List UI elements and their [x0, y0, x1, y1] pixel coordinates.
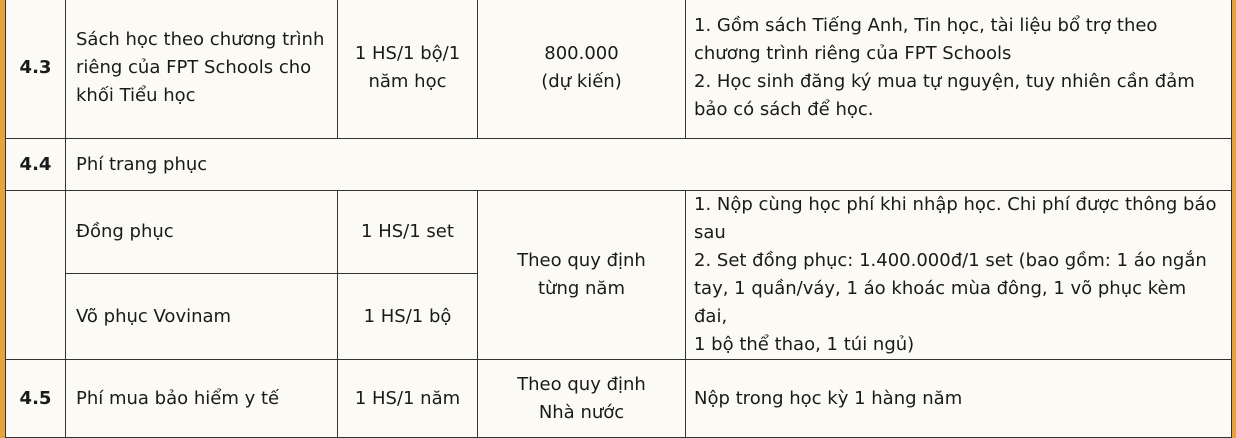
amount-cell: [478, 360, 686, 438]
table-row: [6, 360, 1232, 438]
amount-line: Theo quy định: [517, 373, 646, 395]
table-row: [6, 139, 1232, 191]
unit-line: 1 HS/1 bộ/1: [354, 43, 461, 64]
note-cell: [686, 191, 1232, 360]
note-line: tay, 1 quần/váy, 1 áo khoác mùa đông, 1 võ phục kèm đai,: [694, 278, 1187, 327]
amount-line: Theo quy định: [517, 250, 646, 271]
item-name-line: khối Tiểu học: [76, 85, 196, 106]
note-line: chương trình riêng của FPT Schools: [694, 43, 1012, 64]
item-name: [66, 0, 338, 139]
note-line: 1 bộ thể thao, 1 túi ngủ): [694, 334, 915, 355]
item-name: Võ phục Vovinam: [66, 274, 338, 360]
note-cell: Nộp trong học kỳ 1 hàng năm: [686, 360, 1232, 438]
amount-line: 800.000: [544, 43, 619, 64]
unit-cell: 1 HS/1 bộ: [338, 274, 478, 360]
empty-number-cell: [6, 191, 66, 360]
note-line: bảo có sách để học.: [694, 99, 874, 120]
unit-cell: 1 HS/1 năm: [338, 360, 478, 438]
note-line: 1. Gồm sách Tiếng Anh, Tin học, tài liệu bổ trợ theo: [694, 15, 1158, 36]
amount-cell: [478, 0, 686, 139]
table-row: [6, 0, 1232, 139]
section-title: Phí trang phục: [66, 139, 1232, 191]
unit-cell: 1 HS/1 set: [338, 191, 478, 274]
note-line: sau: [694, 222, 726, 243]
item-name-line: Sách học theo chương trình: [76, 29, 325, 50]
row-number: 4.5: [6, 360, 66, 438]
note-cell: [686, 0, 1232, 139]
unit-line: năm học: [368, 71, 447, 92]
item-name: Đồng phục: [66, 191, 338, 274]
table-row: [6, 191, 1232, 274]
note-line: 2. Học sinh đăng ký mua tự nguyện, tuy nhiên cần đảm: [694, 71, 1195, 92]
unit-cell: [338, 0, 478, 139]
amount-line: Nhà nước: [538, 401, 625, 423]
amount-line: từng năm: [538, 278, 625, 299]
row-number: 4.4: [6, 139, 66, 191]
note-line: 1. Nộp cùng học phí khi nhập học. Chi phí được thông báo: [694, 194, 1217, 215]
item-name: Phí mua bảo hiểm y tế: [66, 360, 338, 438]
note-line: 2. Set đồng phục: 1.400.000đ/1 set (bao gồm: 1 áo ngắn: [694, 250, 1207, 271]
amount-cell: [478, 191, 686, 360]
fee-table: [5, 0, 1232, 438]
amount-line: (dự kiến): [541, 71, 622, 92]
item-name-line: riêng của FPT Schools cho: [76, 57, 312, 78]
row-number: 4.3: [6, 0, 66, 139]
